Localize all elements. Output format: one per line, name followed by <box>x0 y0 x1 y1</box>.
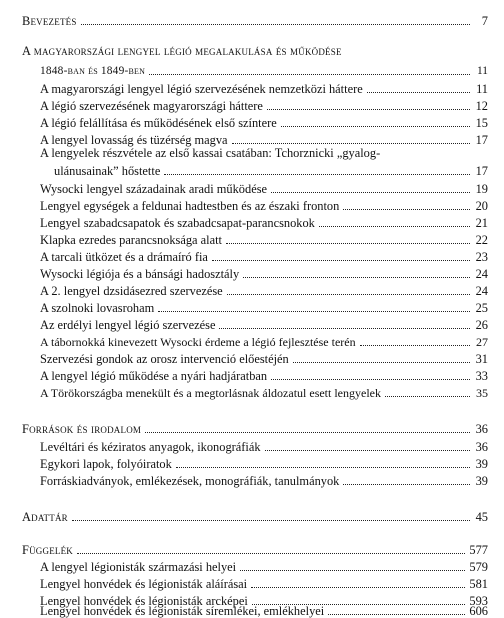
toc-page: 11 <box>477 65 488 77</box>
toc-title-line2: ulánusainak” hőstette <box>54 164 161 178</box>
toc-page: 579 <box>469 560 488 574</box>
dot-leader <box>149 74 470 75</box>
toc-page: 36 <box>475 422 488 436</box>
toc-entry <box>0 299 504 315</box>
dot-leader <box>240 570 465 571</box>
toc-title: Adattár <box>22 510 68 524</box>
toc-page: 17 <box>475 164 488 178</box>
toc-page: 11 <box>476 82 488 96</box>
dot-leader <box>271 379 470 380</box>
toc-page: 17 <box>475 133 488 147</box>
dot-leader <box>176 467 470 468</box>
toc-page: 12 <box>475 99 488 113</box>
dot-leader <box>227 294 470 295</box>
dot-leader <box>72 520 470 521</box>
toc-entry <box>0 350 504 366</box>
toc-title: A magyarországi lengyel légió szervezésének nemzetközi háttere <box>40 82 363 96</box>
toc-entry <box>0 558 504 574</box>
toc-page: 581 <box>469 577 488 591</box>
dot-leader <box>385 396 470 397</box>
dot-leader <box>219 328 470 329</box>
toc-section-heading-1 <box>22 44 342 58</box>
toc-entry <box>0 162 504 178</box>
toc-page: 7 <box>481 14 488 28</box>
toc-title: Wysocki lengyel századainak aradi működése <box>40 182 268 196</box>
toc-entry <box>0 231 504 247</box>
toc-page: 20 <box>475 199 488 213</box>
toc-entry <box>0 602 504 618</box>
toc-page: 24 <box>475 284 488 298</box>
toc-title: Lengyel honvédek és légionisták síremlékei, emlékhelyei <box>40 604 325 618</box>
toc-title: A 2. lengyel dzsidásezred szervezése <box>40 284 223 298</box>
dot-leader <box>243 277 470 278</box>
toc-page: 39 <box>475 474 488 488</box>
toc-entry <box>0 575 504 591</box>
dot-leader <box>265 450 470 451</box>
toc-title-line2: 1848-ban és 1849-ben <box>40 65 146 77</box>
toc-entry <box>0 80 504 96</box>
toc-entry <box>0 455 504 471</box>
toc-title: Az erdélyi lengyel légió szervezése <box>40 318 216 332</box>
toc-title: Lengyel egységek a feldunai hadtestben és az északi fronton <box>40 199 340 213</box>
toc-title: Wysocki légiója és a bánsági hadosztály <box>40 267 240 281</box>
toc-entry-section3 <box>0 508 504 524</box>
toc-title: Lengyel honvédek és légionisták arcképei <box>40 594 248 608</box>
toc-title: A lengyel lovasság és tüzérség magva <box>40 133 228 147</box>
toc-entry <box>0 197 504 213</box>
dot-leader <box>145 432 470 433</box>
dot-leader <box>343 484 470 485</box>
toc-entry-section2 <box>0 420 504 436</box>
dot-leader <box>328 614 465 615</box>
toc-page: 45 <box>475 510 488 524</box>
dot-leader <box>251 587 465 588</box>
dot-leader <box>81 24 470 25</box>
toc-title: A Törökországba menekült és a megtorlásnak áldozatul esett lengyelek <box>40 386 381 400</box>
toc-page: 33 <box>475 369 488 383</box>
toc-entry <box>0 214 504 230</box>
toc-page: 21 <box>475 216 488 230</box>
toc-page: 19 <box>475 182 488 196</box>
toc-title-line1: A magyarországi lengyel légió megalakulása és működése <box>22 44 342 58</box>
dot-leader <box>271 192 470 193</box>
dot-leader <box>226 243 470 244</box>
toc-page: 24 <box>475 267 488 281</box>
toc-title: A légió szervezésének magyarországi háttere <box>40 99 263 113</box>
toc-entry <box>0 248 504 264</box>
toc-entry-bevezetes <box>0 12 504 28</box>
toc-title: Források és irodalom <box>22 422 142 436</box>
dot-leader <box>360 345 470 346</box>
toc-entry <box>0 282 504 298</box>
toc-page: 27 <box>476 335 488 349</box>
toc-entry-section1 <box>0 62 504 78</box>
toc-page: 26 <box>475 318 488 332</box>
toc-entry <box>0 265 504 281</box>
dot-leader <box>319 226 470 227</box>
dot-leader <box>367 92 470 93</box>
toc-title: A lengyel légió működése a nyári hadjáratban <box>40 369 268 383</box>
toc-page: 23 <box>475 250 488 264</box>
toc-entry <box>0 180 504 196</box>
toc-page: 25 <box>475 301 488 315</box>
toc-entry <box>0 367 504 383</box>
toc-title: A légió felállítása és működésének első színtere <box>40 116 277 130</box>
toc-page: 36 <box>475 440 488 454</box>
toc-page: 22 <box>475 233 488 247</box>
toc-page: 593 <box>469 594 488 608</box>
toc-page: 35 <box>476 386 488 400</box>
toc-title: A lengyel légionisták származási helyei <box>40 560 237 574</box>
dot-leader <box>267 109 470 110</box>
toc-title: A tarcali ütközet és a drámaíró fia <box>40 250 208 264</box>
dot-leader <box>293 362 470 363</box>
toc-page: 15 <box>475 116 488 130</box>
toc-page: 31 <box>475 352 488 366</box>
toc-entry-section4 <box>0 541 504 557</box>
toc-title: Forráskiadványok, emlékezések, monográfiák, tanulmányok <box>40 474 340 488</box>
dot-leader <box>158 311 470 312</box>
toc-entry <box>0 384 504 400</box>
toc-entry <box>0 131 504 147</box>
toc-entry <box>0 316 504 332</box>
dot-leader <box>164 174 470 175</box>
toc-title: Szervezési gondok az orosz intervenció előestéjén <box>40 352 289 366</box>
toc-title: Bevezetés <box>22 14 77 28</box>
toc-title: A tábornokká kinevezett Wysocki érdeme a légió fejlesztése terén <box>40 335 356 349</box>
dot-leader <box>212 260 470 261</box>
dot-leader <box>281 126 470 127</box>
toc-page: 577 <box>469 543 488 557</box>
toc-title: Levéltári és kéziratos anyagok, ikonográfiák <box>40 440 261 454</box>
dot-leader <box>77 553 465 554</box>
toc-entry-multiline <box>40 146 380 160</box>
toc-entry <box>0 97 504 113</box>
toc-title: Egykori lapok, folyóiratok <box>40 457 172 471</box>
toc-title: A szolnoki lovasroham <box>40 301 155 315</box>
dot-leader <box>232 143 470 144</box>
toc-title-line1: A lengyelek részvétele az első kassai csatában: Tchorznicki „gyalog- <box>40 146 381 160</box>
toc-page: 39 <box>475 457 488 471</box>
dot-leader <box>343 209 470 210</box>
toc-entry <box>0 114 504 130</box>
toc-page: 606 <box>469 604 488 618</box>
toc-title: Függelék <box>22 543 73 557</box>
toc-entry <box>0 472 504 488</box>
toc-title: Lengyel szabadcsapatok és szabadcsapat-parancsnokok <box>40 216 315 230</box>
toc-entry <box>0 438 504 454</box>
toc-title: Lengyel honvédek és légionisták aláírásai <box>40 577 248 591</box>
toc-entry <box>0 333 504 349</box>
toc-title: Klapka ezredes parancsnoksága alatt <box>40 233 222 247</box>
